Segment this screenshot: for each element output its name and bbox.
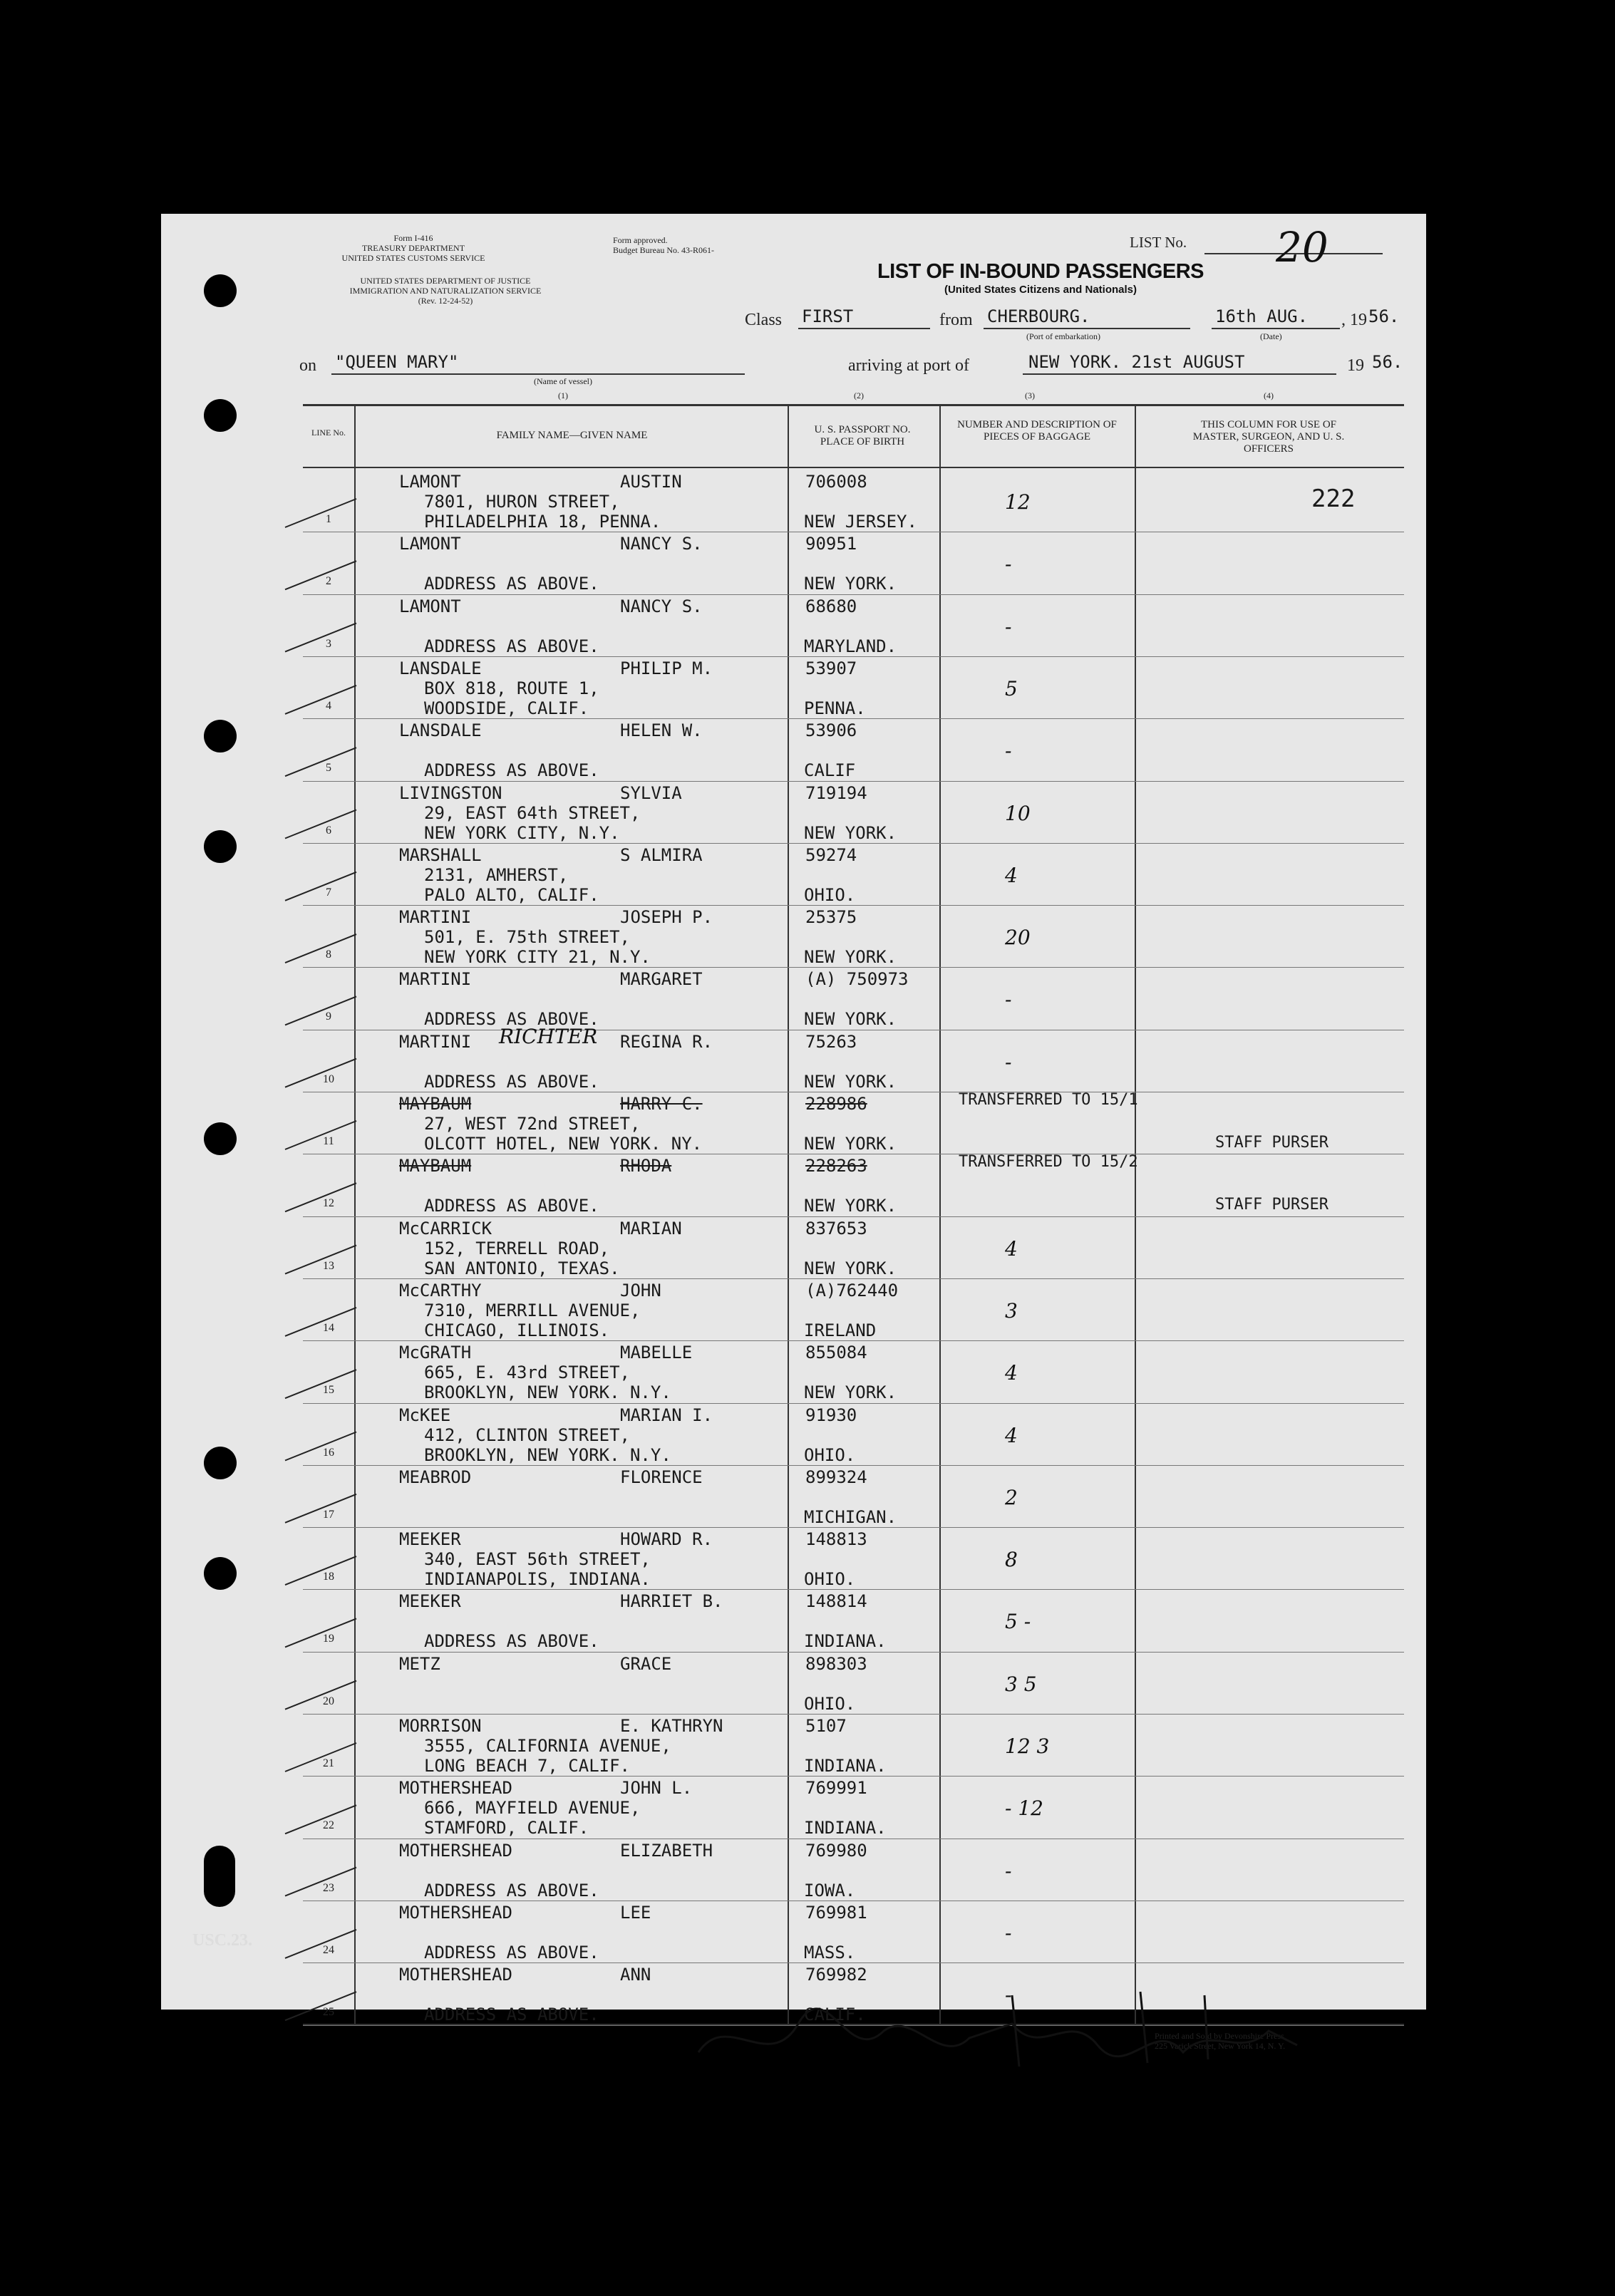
passport-number: 91930 — [805, 1405, 857, 1425]
address-line-2: OLCOTT HOTEL, NEW YORK. NY. — [424, 1134, 703, 1154]
form-approved: Form approved. — [613, 235, 668, 245]
transfer-note: TRANSFERRED TO 15/1 — [959, 1091, 1138, 1109]
address-line-1: 7310, MERRILL AVENUE, — [424, 1300, 641, 1320]
on-label: on — [299, 356, 316, 375]
place-of-birth: INDIANA. — [804, 1818, 887, 1839]
baggage-count: - — [1005, 739, 1012, 763]
form-header-treasury — [335, 233, 492, 263]
place-of-birth: CALIF — [804, 760, 856, 781]
row-divider — [303, 1776, 1404, 1777]
line-number: 15 — [323, 1384, 334, 1397]
address-line-1: 412, CLINTON STREET, — [424, 1424, 630, 1445]
line-number: 17 — [323, 1508, 334, 1521]
baggage-count: 4 — [1005, 863, 1018, 887]
passport-number: 228986 — [805, 1094, 867, 1114]
address-line-2: ADDRESS AS ABOVE. — [424, 1009, 599, 1030]
line-number: 6 — [326, 824, 331, 837]
baggage-count: 3 5 — [1005, 1672, 1037, 1696]
given-name: SYLVIA — [620, 782, 682, 803]
line-number: 20 — [323, 1695, 334, 1707]
address-line-1: 29, EAST 64th STREET, — [424, 802, 641, 823]
family-name: LAMONT — [399, 534, 461, 554]
arrival-port-date: NEW YORK. 21st AUGUST — [1028, 352, 1245, 372]
line-number: 21 — [323, 1757, 334, 1769]
address-line-1: 666, MAYFIELD AVENUE, — [424, 1798, 641, 1819]
line-number: 16 — [323, 1446, 334, 1459]
family-name: McKEE — [399, 1405, 451, 1425]
place-of-birth: INDIANA. — [804, 1756, 887, 1776]
address-line-2: ADDRESS AS ABOVE. — [424, 1071, 599, 1092]
row-divider — [303, 1465, 1404, 1466]
family-name: LIVINGSTON — [399, 782, 502, 803]
ins-service: IMMIGRATION AND NATURALIZATION SERVICE — [349, 286, 542, 296]
line-number: 12 — [323, 1197, 334, 1210]
family-name: MORRISON — [399, 1716, 482, 1736]
family-name: METZ — [399, 1653, 440, 1674]
given-name: LEE — [620, 1902, 651, 1923]
given-name: S ALMIRA — [620, 844, 703, 865]
family-name: MARTINI — [399, 1031, 472, 1052]
given-name: NANCY S. — [620, 534, 703, 554]
row-divider — [303, 594, 1404, 595]
passport-number: 899324 — [805, 1467, 867, 1487]
family-name: MAYBAUM — [399, 1156, 472, 1177]
given-name: HOWARD R. — [620, 1529, 713, 1550]
family-name: McGRATH — [399, 1343, 472, 1363]
line-number: 5 — [326, 762, 331, 775]
place-of-birth: PENNA. — [804, 698, 866, 718]
passport-number: 769981 — [805, 1902, 867, 1923]
given-name: MARGARET — [620, 969, 703, 990]
row-divider — [303, 1589, 1404, 1590]
vessel-name: "QUEEN MARY" — [335, 352, 459, 372]
line-number: 24 — [323, 1943, 334, 1956]
given-name: MARIAN — [620, 1218, 682, 1239]
binder-hole — [204, 1122, 237, 1155]
line-number: 2 — [326, 575, 331, 588]
address-line-2: PALO ALTO, CALIF. — [424, 884, 599, 905]
line-number: 19 — [323, 1633, 334, 1645]
place-of-birth: INDIANA. — [804, 1631, 887, 1652]
baggage-count: 5 — [1005, 676, 1018, 700]
family-name: MEEKER — [399, 1529, 461, 1550]
customs-service: UNITED STATES CUSTOMS SERVICE — [341, 253, 485, 263]
form-header-justice — [296, 276, 595, 306]
address-line-1: 7801, HURON STREET, — [424, 492, 620, 512]
row-divider — [303, 1278, 1404, 1279]
address-line-2: NEW YORK CITY, N.Y. — [424, 822, 620, 843]
passport-number: 769991 — [805, 1778, 867, 1799]
passport-number: 59274 — [805, 844, 857, 865]
usc-code: USC.23. — [192, 1931, 253, 1950]
baggage-count: 4 — [1005, 1361, 1018, 1385]
place-of-birth: NEW YORK. — [804, 1258, 897, 1278]
address-line-1: 27, WEST 72nd STREET, — [424, 1114, 641, 1134]
row-divider — [303, 656, 1404, 657]
given-name: GRACE — [620, 1653, 672, 1674]
place-of-birth: MICHIGAN. — [804, 1506, 897, 1527]
arrival-year: 56. — [1372, 352, 1403, 372]
family-name: LAMONT — [399, 596, 461, 616]
given-name: FLORENCE — [620, 1467, 703, 1487]
check-marks — [278, 470, 363, 2038]
given-name: HARRY C. — [620, 1094, 703, 1114]
binder-hole — [204, 720, 237, 753]
baggage-count: - — [1005, 1920, 1012, 1945]
header-line-no: LINE No. — [311, 428, 346, 438]
given-name: JOSEPH P. — [620, 907, 713, 928]
passport-number: 148814 — [805, 1591, 867, 1612]
list-number: 20 — [1276, 223, 1328, 272]
vessel-caption: (Name of vessel) — [534, 376, 592, 386]
passport-number: 769982 — [805, 1965, 867, 1985]
baggage-divider — [1135, 404, 1136, 2025]
baggage-count: 12 3 — [1005, 1734, 1050, 1758]
baggage-count: 20 — [1005, 926, 1031, 950]
address-line-2: LONG BEACH 7, CALIF. — [424, 1756, 630, 1776]
given-name: REGINA R. — [620, 1031, 713, 1052]
address-line-1: 665, E. 43rd STREET, — [424, 1362, 630, 1383]
address-line-2: ADDRESS AS ABOVE. — [424, 760, 599, 781]
class-value: FIRST — [802, 306, 854, 326]
baggage-count: 12 — [1005, 490, 1031, 514]
address-line-1: 152, TERRELL ROAD, — [424, 1238, 610, 1258]
given-name: MARIAN I. — [620, 1405, 713, 1425]
address-line-1: 340, EAST 56th STREET, — [424, 1549, 651, 1570]
baggage-count: - — [1005, 1050, 1012, 1074]
place-of-birth: MARYLAND. — [804, 636, 897, 656]
passport-number: 148813 — [805, 1529, 867, 1550]
budget-bureau: Budget Bureau No. 43-R061- — [613, 245, 714, 255]
row-divider — [303, 1652, 1404, 1653]
passport-number: 706008 — [805, 472, 867, 492]
family-name: LAMONT — [399, 472, 461, 492]
binder-hole — [204, 399, 237, 432]
passport-number: 90951 — [805, 534, 857, 554]
date-caption: (Date) — [1260, 331, 1282, 341]
line-number: 4 — [326, 699, 331, 712]
row-divider — [303, 905, 1404, 906]
row-divider — [303, 1340, 1404, 1341]
given-name: NANCY S. — [620, 596, 703, 616]
arrival-year-prefix: 19 — [1347, 356, 1364, 375]
line-number: 23 — [323, 1881, 334, 1894]
passport-number: 898303 — [805, 1653, 867, 1674]
passport-number: 855084 — [805, 1343, 867, 1363]
address-line-2: INDIANAPOLIS, INDIANA. — [424, 1569, 651, 1590]
place-of-birth: IOWA. — [804, 1880, 856, 1901]
place-of-birth: NEW JERSEY. — [804, 512, 917, 532]
given-name: JOHN L. — [620, 1778, 693, 1799]
header-bottom-border — [303, 467, 1404, 468]
family-name: MOTHERSHEAD — [399, 1840, 512, 1861]
address-line-2: STAMFORD, CALIF. — [424, 1818, 589, 1839]
given-name: PHILIP M. — [620, 658, 713, 678]
line-number: 18 — [323, 1571, 334, 1583]
family-name: McCARTHY — [399, 1280, 482, 1300]
line-number: 22 — [323, 1819, 334, 1832]
baggage-count: - 12 — [1005, 1796, 1043, 1821]
family-name: MARTINI — [399, 969, 472, 990]
place-of-birth: NEW YORK. — [804, 1009, 897, 1030]
address-line-2: ADDRESS AS ABOVE. — [424, 636, 599, 656]
line-number: 11 — [323, 1135, 334, 1147]
family-name: MOTHERSHEAD — [399, 1778, 512, 1799]
binder-hole — [204, 1447, 237, 1479]
passport-number: 53907 — [805, 658, 857, 678]
address-line-2: SAN ANTONIO, TEXAS. — [424, 1258, 620, 1278]
binder-hole — [204, 1846, 235, 1907]
page-title: LIST OF IN-BOUND PASSENGERS — [877, 260, 1204, 283]
address-line-1: BOX 818, ROUTE 1, — [424, 678, 599, 698]
table-top-border — [303, 404, 1404, 406]
baggage-count: - — [1005, 1858, 1012, 1883]
form-approval — [613, 235, 791, 255]
baggage-count: - — [1005, 614, 1012, 638]
binder-hole — [204, 830, 237, 863]
baggage-count: 4 — [1005, 1423, 1018, 1447]
given-name: HARRIET B. — [620, 1591, 723, 1612]
departure-date: 16th AUG. — [1215, 306, 1309, 326]
address-line-2: WOODSIDE, CALIF. — [424, 698, 589, 718]
address-line-2: ADDRESS AS ABOVE. — [424, 1942, 599, 1963]
given-name: E. KATHRYN — [620, 1716, 723, 1736]
passport-number: 5107 — [805, 1716, 847, 1736]
transfer-note: TRANSFERRED TO 15/2 — [959, 1153, 1138, 1172]
line-number: 14 — [323, 1321, 334, 1334]
list-no-label: LIST No. — [1130, 234, 1187, 251]
place-of-birth: NEW YORK. — [804, 1382, 897, 1403]
family-name: MEABROD — [399, 1467, 472, 1487]
place-of-birth: CALIF. — [804, 2005, 866, 2025]
row-divider — [303, 967, 1404, 968]
baggage-count: 5 - — [1005, 1610, 1031, 1634]
row-divider — [303, 718, 1404, 719]
place-of-birth: NEW YORK. — [804, 947, 897, 968]
address-line-2: BROOKLYN, NEW YORK. N.Y. — [424, 1444, 671, 1465]
line-number: 8 — [326, 948, 331, 961]
place-of-birth: OHIO. — [804, 1569, 856, 1590]
passport-number: (A)762440 — [805, 1280, 899, 1300]
address-line-2: CHICAGO, ILLINOIS. — [424, 1320, 610, 1340]
address-line-2: PHILADELPHIA 18, PENNA. — [424, 512, 661, 532]
row-divider — [303, 1714, 1404, 1715]
binder-hole — [204, 1557, 237, 1590]
baggage-count: 2 — [1005, 1485, 1018, 1509]
header-baggage: NUMBER AND DESCRIPTION OF PIECES OF BAGGAGE — [957, 419, 1117, 443]
place-of-birth: OHIO. — [804, 884, 856, 905]
line-number: 13 — [323, 1259, 334, 1272]
address-line-2: ADDRESS AS ABOVE. — [424, 1631, 599, 1652]
staff-purser-note: STAFF PURSER — [1215, 1134, 1328, 1152]
baggage-count: 3 — [1005, 1298, 1018, 1323]
address-line-1: 2131, AMHERST, — [424, 864, 569, 885]
address-line-2: BROOKLYN, NEW YORK. N.Y. — [424, 1382, 671, 1403]
col-num-1: (1) — [558, 391, 568, 400]
printer-line-1: Printed and Sold by Devonshire Press — [1155, 2031, 1284, 2041]
form-number: Form I-416 — [393, 233, 433, 243]
dept-treasury: TREASURY DEPARTMENT — [361, 243, 465, 253]
family-name: MOTHERSHEAD — [399, 1902, 512, 1923]
passport-divider — [939, 404, 941, 2025]
given-name: AUSTIN — [620, 472, 682, 492]
family-name: LANSDALE — [399, 658, 482, 678]
dept-justice: UNITED STATES DEPARTMENT OF JUSTICE — [360, 276, 531, 286]
year-prefix: , 19 — [1341, 311, 1367, 329]
family-name: MARSHALL — [399, 844, 482, 865]
line-number: 10 — [323, 1072, 334, 1085]
row-divider — [303, 1527, 1404, 1528]
baggage-count: - — [1005, 1983, 1012, 2007]
given-name: RHODA — [620, 1156, 672, 1177]
baggage-count: - — [1005, 988, 1012, 1012]
line-number: 1 — [326, 513, 331, 525]
address-line-1: 501, E. 75th STREET, — [424, 927, 630, 948]
binder-hole — [204, 274, 237, 307]
family-name: LANSDALE — [399, 720, 482, 741]
port-embarkation-caption: (Port of embarkation) — [1026, 331, 1100, 341]
place-of-birth: OHIO. — [804, 1693, 856, 1714]
col-num-4: (4) — [1264, 391, 1274, 400]
given-name: HELEN W. — [620, 720, 703, 741]
passport-number: 769980 — [805, 1840, 867, 1861]
given-name: MABELLE — [620, 1343, 693, 1363]
place-of-birth: NEW YORK. — [804, 1134, 897, 1154]
family-name: McCARRICK — [399, 1218, 492, 1239]
baggage-count: - — [1005, 552, 1012, 576]
address-line-2: ADDRESS AS ABOVE. — [424, 2005, 599, 2025]
passport-number: 837653 — [805, 1218, 867, 1239]
arriving-label: arriving at port of — [848, 356, 969, 375]
family-name: MEEKER — [399, 1591, 461, 1612]
page-subtitle: (United States Citizens and Nationals) — [944, 284, 1137, 296]
family-name: MAYBAUM — [399, 1094, 472, 1114]
baggage-count: 4 — [1005, 1236, 1018, 1261]
place-of-birth: NEW YORK. — [804, 1196, 897, 1216]
place-of-birth: NEW YORK. — [804, 574, 897, 594]
address-line-2: ADDRESS AS ABOVE. — [424, 1196, 599, 1216]
year-value: 56. — [1368, 306, 1400, 326]
col-num-2: (2) — [854, 391, 864, 400]
address-line-1: 3555, CALIFORNIA AVENUE, — [424, 1736, 671, 1756]
staff-purser-note: STAFF PURSER — [1215, 1196, 1328, 1214]
passport-number: 53906 — [805, 720, 857, 741]
given-name: ANN — [620, 1965, 651, 1985]
passport-number: (A) 750973 — [805, 969, 909, 990]
header-name: FAMILY NAME—GIVEN NAME — [496, 430, 648, 441]
passport-number: 719194 — [805, 782, 867, 803]
place-of-birth: OHIO. — [804, 1444, 856, 1465]
family-name: MOTHERSHEAD — [399, 1965, 512, 1985]
passport-number: 25375 — [805, 907, 857, 928]
handwritten-note: RICHTER — [499, 1024, 598, 1048]
address-line-2: ADDRESS AS ABOVE. — [424, 574, 599, 594]
from-value: CHERBOURG. — [987, 306, 1090, 326]
printer-line-2: 225 Varick Street, New York 14, N. Y. — [1155, 2041, 1286, 2051]
officer-signature — [684, 1981, 1326, 2081]
name-divider — [788, 404, 789, 2025]
line-number: 25 — [323, 2006, 334, 2019]
address-line-2: NEW YORK CITY 21, N.Y. — [424, 947, 651, 968]
place-of-birth: NEW YORK. — [804, 1071, 897, 1092]
row-divider — [303, 1403, 1404, 1404]
family-name: MARTINI — [399, 907, 472, 928]
col-num-3: (3) — [1025, 391, 1035, 400]
place-of-birth: MASS. — [804, 1942, 856, 1963]
given-name: ELIZABETH — [620, 1840, 713, 1861]
officer-note: 222 — [1311, 485, 1356, 513]
row-divider — [303, 781, 1404, 782]
class-label: Class — [745, 311, 783, 329]
line-number: 9 — [326, 1010, 331, 1023]
given-name: JOHN — [620, 1280, 661, 1300]
baggage-count: 10 — [1005, 801, 1031, 825]
passport-number: 228263 — [805, 1156, 867, 1177]
place-of-birth: NEW YORK. — [804, 822, 897, 843]
line-number: 3 — [326, 637, 331, 650]
revision: (Rev. 12-24-52) — [418, 296, 473, 306]
row-divider — [303, 1216, 1404, 1217]
passport-number: 75263 — [805, 1031, 857, 1052]
header-officers: THIS COLUMN FOR USE OF MASTER, SURGEON, AND U. S. OFFICERS — [1192, 419, 1345, 455]
from-label: from — [939, 311, 973, 329]
address-line-2: ADDRESS AS ABOVE. — [424, 1880, 599, 1901]
baggage-count: 8 — [1005, 1548, 1018, 1572]
row-divider — [303, 843, 1404, 844]
passport-number: 68680 — [805, 596, 857, 616]
line-number: 7 — [326, 886, 331, 899]
header-passport: U. S. PASSPORT NO. PLACE OF BIRTH — [814, 424, 911, 448]
place-of-birth: IRELAND — [804, 1320, 877, 1340]
